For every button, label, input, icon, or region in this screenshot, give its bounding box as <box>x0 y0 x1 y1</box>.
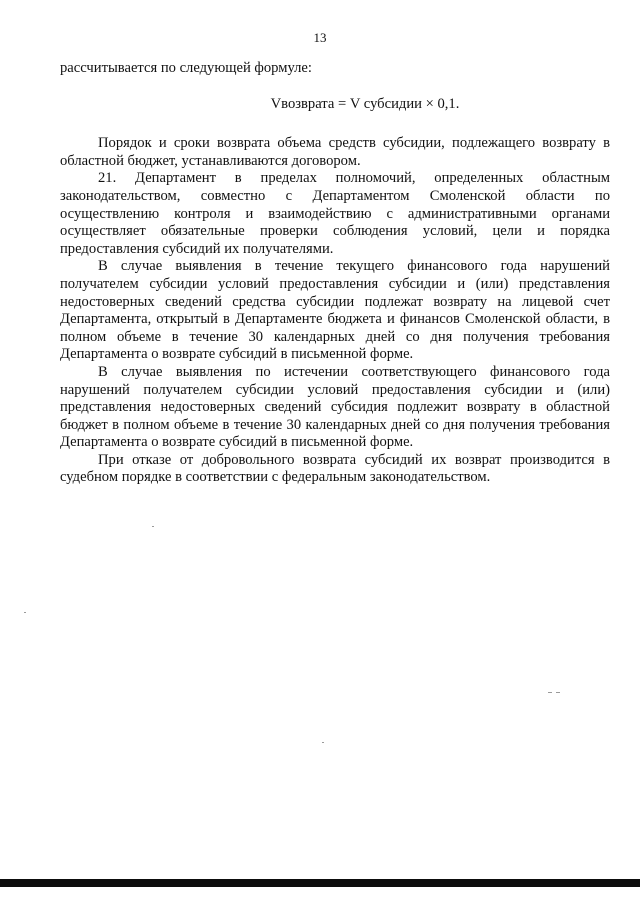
paragraph-judicial-return: При отказе от добровольного возврата субсидий их возврат производится в судебном порядке в соответствии с федеральным законодательством. <box>60 451 610 486</box>
paragraph-21-inspections: 21. Департамент в пределах полномочий, определенных областным законодательством, совместно с Департаментом Смоленской области по осуществлению контроля и взаимодействию с административными органами осуществляет обязательные проверки соблюдения условий, цели и порядка предоставления субсидий их получателями. <box>60 170 610 257</box>
paragraph-after-year-violations: В случае выявления по истечении соответствующего финансового года нарушений получателем субсидии условий предоставления субсидии и (или) представления недостоверных сведений субсидия подлежит возврату в областной бюджет в полном объеме в течение 30 календарных дней со дня получения требования Департамента о возврате субсидий в письменной форме. <box>60 363 610 451</box>
paragraph-current-year-violations: В случае выявления в течение текущего финансового года нарушений получателем субсидии условий предоставления субсидии и (или) представления недостоверных сведений средства субсидии подлежат возврату на лицевой счет Департамента, открытый в Департаменте бюджета и финансов Смоленской области, в полном объеме в течение 30 календарных дней со дня получения требования Департамента о возврате субсидий в письменной форме. <box>60 258 610 363</box>
return-formula: Vвозврата = V субсидии × 0,1. <box>270 95 460 112</box>
paragraph-formula-intro: рассчитывается по следующей формуле: <box>60 60 312 76</box>
scan-speck <box>152 526 154 527</box>
scan-speck <box>556 692 560 693</box>
scan-bottom-edge <box>0 879 640 887</box>
page-number: 13 <box>313 30 327 45</box>
scan-speck <box>24 612 26 613</box>
paragraph-return-procedure: Порядок и сроки возврата объема средств субсидии, подлежащего возврату в областной бюджет, устанавливаются договором. <box>60 135 610 169</box>
scan-speck <box>548 692 552 693</box>
document-body <box>60 60 610 487</box>
scan-speck <box>322 742 324 743</box>
